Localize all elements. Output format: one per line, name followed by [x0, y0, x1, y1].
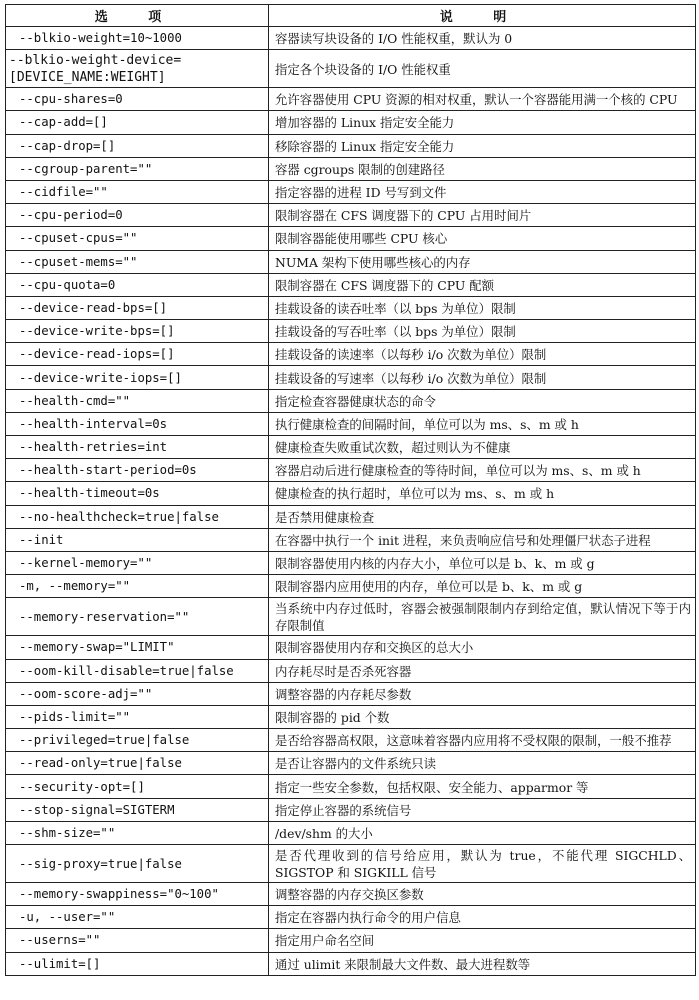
- description-cell: 是否禁用健康检查: [269, 505, 696, 528]
- option-cell: --health-start-period=0s: [6, 459, 269, 482]
- description-cell: 健康检查失败重试次数，超过则认为不健康: [269, 436, 696, 459]
- table-row: [6, 204, 696, 227]
- option-cell: --cpuset-mems="": [6, 250, 269, 273]
- table-row: [6, 798, 696, 821]
- table-row: [6, 906, 696, 929]
- option-cell: --pids-limit="": [6, 705, 269, 728]
- table-row: [6, 528, 696, 551]
- description-cell: 容器启动后进行健康检查的等待时间，单位可以为 ms、s、m 或 h: [269, 459, 696, 482]
- option-cell: --memory-swappiness="0~100": [6, 883, 269, 906]
- option-cell: --device-read-bps=[]: [6, 296, 269, 319]
- description-cell: 内存耗尽时是否杀死容器: [269, 659, 696, 682]
- options-table-container: [5, 4, 695, 976]
- table-row: [6, 343, 696, 366]
- description-cell: 挂载设备的读吞吐率（以 bps 为单位）限制: [269, 296, 696, 319]
- description-cell: 限制容器在 CFS 调度器下的 CPU 配额: [269, 273, 696, 296]
- description-cell: 移除容器的 Linux 指定安全能力: [269, 134, 696, 157]
- option-cell: --blkio-weight-device=[DEVICE_NAME:WEIGHT]: [6, 50, 269, 88]
- description-cell: 限制容器使用内核的内存大小，单位可以是 b、k、m 或 g: [269, 551, 696, 574]
- table-row: [6, 366, 696, 389]
- table-header-row: [6, 5, 696, 27]
- option-cell: --device-read-iops=[]: [6, 343, 269, 366]
- table-row: [6, 659, 696, 682]
- description-cell: /dev/shm 的大小: [269, 821, 696, 844]
- option-cell: --privileged=true|false: [6, 729, 269, 752]
- description-cell: 指定各个块设备的 I/O 性能权重: [269, 50, 696, 88]
- description-cell: 执行健康检查的间隔时间，单位可以为 ms、s、m 或 h: [269, 412, 696, 435]
- table-row: [6, 845, 696, 883]
- option-cell: --cgroup-parent="": [6, 157, 269, 180]
- option-cell: --health-retries=int: [6, 436, 269, 459]
- table-row: [6, 775, 696, 798]
- description-cell: 限制容器能使用哪些 CPU 核心: [269, 227, 696, 250]
- table-row: [6, 482, 696, 505]
- option-cell: -m, --memory="": [6, 575, 269, 598]
- description-cell: 增加容器的 Linux 指定安全能力: [269, 111, 696, 134]
- option-cell: --health-interval=0s: [6, 412, 269, 435]
- option-cell: --blkio-weight=10~1000: [6, 27, 269, 50]
- option-cell: --oom-kill-disable=true|false: [6, 659, 269, 682]
- table-row: [6, 929, 696, 952]
- description-cell: 在容器中执行一个 init 进程，来负责响应信号和处理僵尸状态子进程: [269, 528, 696, 551]
- table-row: [6, 436, 696, 459]
- option-cell: --cap-drop=[]: [6, 134, 269, 157]
- table-row: [6, 180, 696, 203]
- table-row: [6, 505, 696, 528]
- option-cell: --stop-signal=SIGTERM: [6, 798, 269, 821]
- table-row: [6, 575, 696, 598]
- description-cell: 容器 cgroups 限制的创建路径: [269, 157, 696, 180]
- table-row: [6, 227, 696, 250]
- description-cell: 健康检查的执行超时，单位可以为 ms、s、m 或 h: [269, 482, 696, 505]
- description-cell: 调整容器的内存耗尽参数: [269, 682, 696, 705]
- description-cell: 限制容器在 CFS 调度器下的 CPU 占用时间片: [269, 204, 696, 227]
- option-cell: --health-timeout=0s: [6, 482, 269, 505]
- description-cell: 挂载设备的写速率（以每秒 i/o 次数为单位）限制: [269, 366, 696, 389]
- description-cell: 允许容器使用 CPU 资源的相对权重，默认一个容器能用满一个核的 CPU: [269, 88, 696, 111]
- table-row: [6, 459, 696, 482]
- description-cell: 调整容器的内存交换区参数: [269, 883, 696, 906]
- table-row: [6, 752, 696, 775]
- table-row: [6, 821, 696, 844]
- table-row: [6, 598, 696, 636]
- description-cell: 限制容器的 pid 个数: [269, 705, 696, 728]
- table-row: [6, 250, 696, 273]
- description-cell: 指定容器的进程 ID 号写到文件: [269, 180, 696, 203]
- description-cell: 当系统中内存过低时，容器会被强制限制内存到给定值，默认情况下等于内存限制值: [269, 598, 696, 636]
- option-cell: --cap-add=[]: [6, 111, 269, 134]
- table-row: [6, 729, 696, 752]
- description-cell: 是否让容器内的文件系统只读: [269, 752, 696, 775]
- option-cell: --read-only=true|false: [6, 752, 269, 775]
- option-cell: --device-write-iops=[]: [6, 366, 269, 389]
- option-cell: --cidfile="": [6, 180, 269, 203]
- option-cell: --no-healthcheck=true|false: [6, 505, 269, 528]
- option-cell: --init: [6, 528, 269, 551]
- description-cell: 指定一些安全参数，包括权限、安全能力、apparmor 等: [269, 775, 696, 798]
- table-row: [6, 320, 696, 343]
- table-row: [6, 412, 696, 435]
- option-cell: --memory-swap="LIMIT": [6, 636, 269, 659]
- description-cell: 容器读写块设备的 I/O 性能权重，默认为 0: [269, 27, 696, 50]
- table-row: [6, 50, 696, 88]
- table-row: [6, 157, 696, 180]
- option-cell: -u, --user="": [6, 906, 269, 929]
- option-cell: --cpu-shares=0: [6, 88, 269, 111]
- table-row: [6, 27, 696, 50]
- option-cell: --health-cmd="": [6, 389, 269, 412]
- table-row: [6, 111, 696, 134]
- docker-options-table: [5, 4, 696, 976]
- table-row: [6, 952, 696, 975]
- header-description: 说 明: [269, 5, 696, 27]
- description-cell: NUMA 架构下使用哪些核心的内存: [269, 250, 696, 273]
- description-cell: 限制容器内应用使用的内存，单位可以是 b、k、m 或 g: [269, 575, 696, 598]
- option-cell: --security-opt=[]: [6, 775, 269, 798]
- description-cell: 是否给容器高权限，这意味着容器内应用将不受权限的限制，一般不推荐: [269, 729, 696, 752]
- description-cell: 指定用户命名空间: [269, 929, 696, 952]
- table-row: [6, 88, 696, 111]
- table-row: [6, 636, 696, 659]
- description-cell: 指定检查容器健康状态的命令: [269, 389, 696, 412]
- table-row: [6, 296, 696, 319]
- header-option: 选 项: [6, 5, 269, 27]
- description-cell: 挂载设备的写吞吐率（以 bps 为单位）限制: [269, 320, 696, 343]
- option-cell: --sig-proxy=true|false: [6, 845, 269, 883]
- option-cell: --memory-reservation="": [6, 598, 269, 636]
- table-row: [6, 705, 696, 728]
- option-cell: --cpu-period=0: [6, 204, 269, 227]
- option-cell: --oom-score-adj="": [6, 682, 269, 705]
- table-row: [6, 883, 696, 906]
- description-cell: 挂载设备的读速率（以每秒 i/o 次数为单位）限制: [269, 343, 696, 366]
- table-row: [6, 134, 696, 157]
- description-cell: 指定停止容器的系统信号: [269, 798, 696, 821]
- option-cell: --device-write-bps=[]: [6, 320, 269, 343]
- option-cell: --cpu-quota=0: [6, 273, 269, 296]
- option-cell: --ulimit=[]: [6, 952, 269, 975]
- table-row: [6, 273, 696, 296]
- option-cell: --cpuset-cpus="": [6, 227, 269, 250]
- description-cell: 限制容器使用内存和交换区的总大小: [269, 636, 696, 659]
- option-cell: --shm-size="": [6, 821, 269, 844]
- table-row: [6, 389, 696, 412]
- description-cell: 通过 ulimit 来限制最大文件数、最大进程数等: [269, 952, 696, 975]
- option-cell: --userns="": [6, 929, 269, 952]
- option-cell: --kernel-memory="": [6, 551, 269, 574]
- description-cell: 指定在容器内执行命令的用户信息: [269, 906, 696, 929]
- description-cell: 是否代理收到的信号给应用，默认为 true，不能代理 SIGCHLD、SIGSTOP 和 SIGKILL 信号: [269, 845, 696, 883]
- table-body: [6, 27, 696, 976]
- table-row: [6, 551, 696, 574]
- table-row: [6, 682, 696, 705]
